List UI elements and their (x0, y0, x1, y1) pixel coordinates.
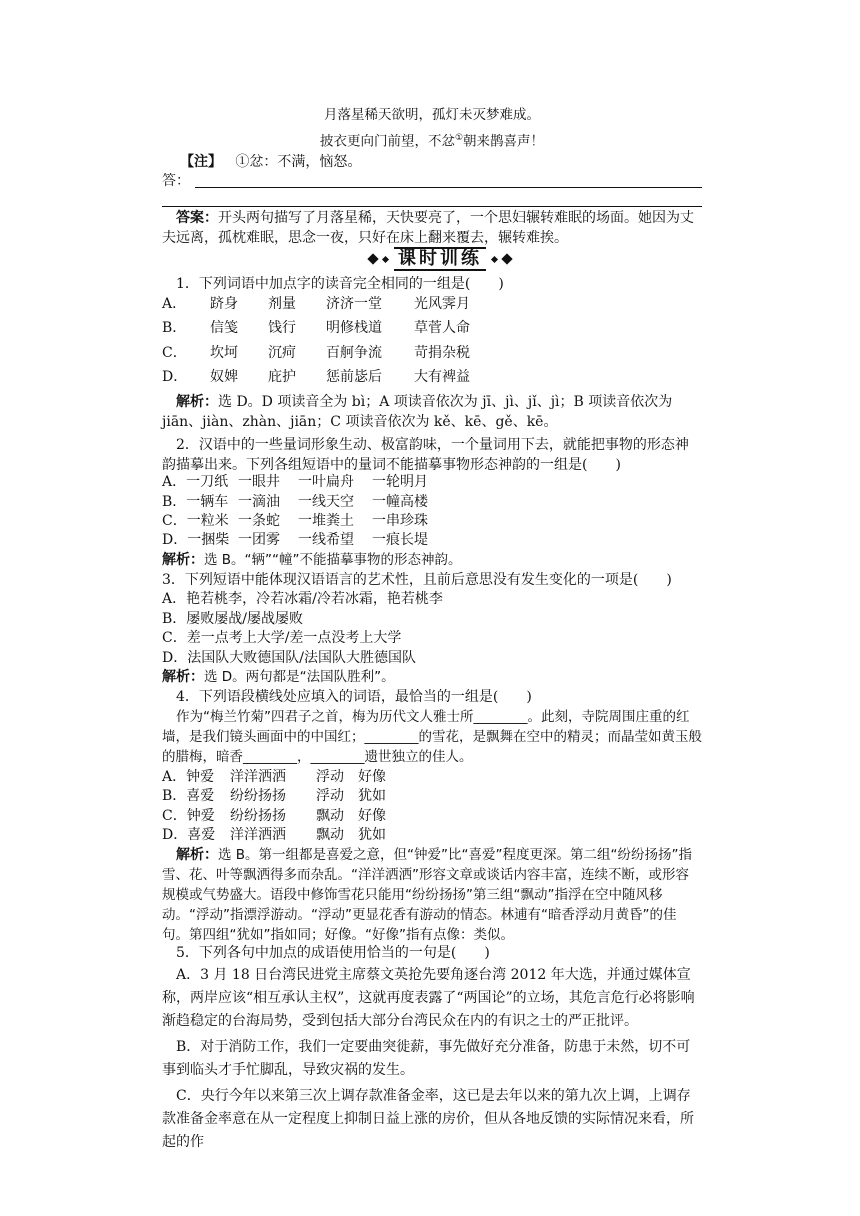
q1-option-b: B． 信笺 饯行 明修栈道 草菅人命 (162, 320, 470, 336)
diamond-icon (382, 255, 389, 262)
q4-stem: 4．下列语段横线处应填入的词语，最恰当的一组是( ) (176, 689, 532, 705)
q2-stem: 2．汉语中的一些量词形象生动、极富韵味，一个量词用下去，就能把事物的形态神韵描摹出来。下列各组短语中的量词不能描摹事物形态神韵的一组是( ) (162, 437, 689, 473)
q1-stem: 1．下列词语中加点字的读音完全相同的一组是( ) (176, 276, 504, 292)
q1-option-a: A． 跻身 剂量 济济一堂 光风霁月 (162, 296, 470, 312)
q3-option-d: D．法国队大败德国队/法国队大胜德国队 (162, 650, 416, 666)
q5-option-b: B．对于消防工作，我们一定要曲突徙薪，事先做好充分准备，防患于未然，切不可事到临头才手忙脚乱，导致灾祸的发生。 (162, 1039, 691, 1078)
diamond-icon (367, 253, 378, 264)
q2-option-b: B．一辆车 一滴油 一线天空 一幢高楼 (162, 494, 428, 510)
q3-option-a: A．艳若桃李，冷若冰霜/冷若冰霜，艳若桃李 (162, 591, 443, 607)
q1-option-c: C． 坎坷 沉疴 百舸争流 苛捐杂税 (162, 345, 470, 361)
q3-analysis: 解析：选 D。两句都是“法国队胜利”。 (162, 669, 395, 685)
q1-analysis: 解析：选 D。D 项读音全为 bì；A 项读音依次为 jī、jì、jǐ、jì；B 项读音依次为 jiān、jiàn、zhàn、jiān；C 项读音依次为 kě、kē、gě、kē。 (162, 394, 673, 430)
answer-blank-line-2[interactable] (162, 205, 702, 207)
q1-option-d: D． 奴婢 庇护 惩前毖后 大有裨益 (162, 369, 470, 385)
q2-analysis: 解析：选 B。“辆”“幢”不能描摹事物的形态神韵。 (162, 552, 462, 568)
q2-option-d: D．一捆柴 一团雾 一线希望 一痕长堤 (162, 532, 428, 548)
q5-stem: 5．下列各句中加点的成语使用恰当的一句是( ) (176, 945, 490, 961)
poem-line-1: 月落星稀天欲明，孤灯未灭梦难成。 (324, 107, 540, 123)
section-title: 课时训练 (394, 247, 486, 271)
section-banner (340, 247, 540, 271)
poem-line-2: 披衣更向门前望，不忿①朝来鹊喜声！ (319, 133, 545, 150)
q2-option-c: C．一粒米 一条蛇 一堆粪土 一串珍珠 (162, 513, 428, 529)
q4-option-a: A．钟爱 洋洋洒洒 浮动 好像 (162, 769, 386, 785)
q4-option-b: B．喜爱 纷纷扬扬 浮动 犹如 (162, 788, 386, 804)
q3-option-c: C．差一点考上大学/差一点没考上大学 (162, 630, 402, 646)
q3-option-b: B．屡败屡战/屡战屡败 (162, 611, 304, 627)
q4-option-d: D．喜爱 洋洋洒洒 飘动 犹如 (162, 827, 386, 843)
answer-blank-line-1[interactable] (195, 186, 702, 188)
q3-stem: 3．下列短语中能体现汉语语言的艺术性，且前后意思没有发生变化的一项是( ) (162, 572, 672, 588)
diamond-icon (501, 253, 512, 264)
q4-passage: 作为“梅兰竹菊”四君子之首，梅为历代文人雅士所________。此刻，寺院周围庄重的红墙，是我们镜头画面中的中国红；________的雪花，是飘舞在空中的精灵；而晶莹如黄玉般的腊梅，暗香________，________遗世独立的佳人。 (162, 709, 702, 765)
q4-option-c: C．钟爱 纷纷扬扬 飘动 好像 (162, 808, 386, 824)
poem-answer: 答案：开头两句描写了月落星稀，天快要亮了，一个思妇辗转难眠的场面。她因为丈夫远离，孤枕难眠，思念一夜，只好在床上翻来覆去，辗转难挨。 (162, 210, 694, 246)
q5-option-c: C．央行今年以来第三次上调存款准备金率，这已是去年以来的第九次上调，上调存款准备金率意在从一定程度上抑制日益上涨的房价，但从各地反馈的实际情况来看，所起的作 (162, 1088, 694, 1150)
q4-analysis: 解析：选 B。第一组都是喜爱之意，但“钟爱”比“喜爱”程度更深。第二组“纷纷扬扬”指雪、花、叶等飘洒得多而杂乱。“洋洋洒洒”形容文章或谈话内容丰富，连续不断，或形容规模或气势盛大。语段中修饰雪花只能用“纷纷扬扬”第三组“飘动”指浮在空中随风移动。“浮动”指漂浮游动。“浮动”更显花香有游动的情态。林逋有“暗香浮动月黄昏”的佳句。第四组“犹如”指如同；好像。“好像”指有点像：类似。 (162, 847, 693, 943)
q5-option-a: A．3 月 18 日台湾民进党主席蔡文英抢先要角逐台湾 2012 年大选，并通过媒体宣称，两岸应该“相互承认主权”，这就再度表露了“两国论”的立场，其危言危行必将影响渐趋稳定的台海局势，受到包括大部分台湾民众在内的有识之士的严正批评。 (162, 967, 695, 1029)
note: 【注】 ①忿：不满，恼怒。 (180, 154, 362, 170)
q2-option-a: A．一刀纸 一眼井 一叶扁舟 一轮明月 (162, 474, 428, 490)
answer-prompt: 答： (162, 173, 190, 189)
diamond-icon (491, 255, 498, 262)
